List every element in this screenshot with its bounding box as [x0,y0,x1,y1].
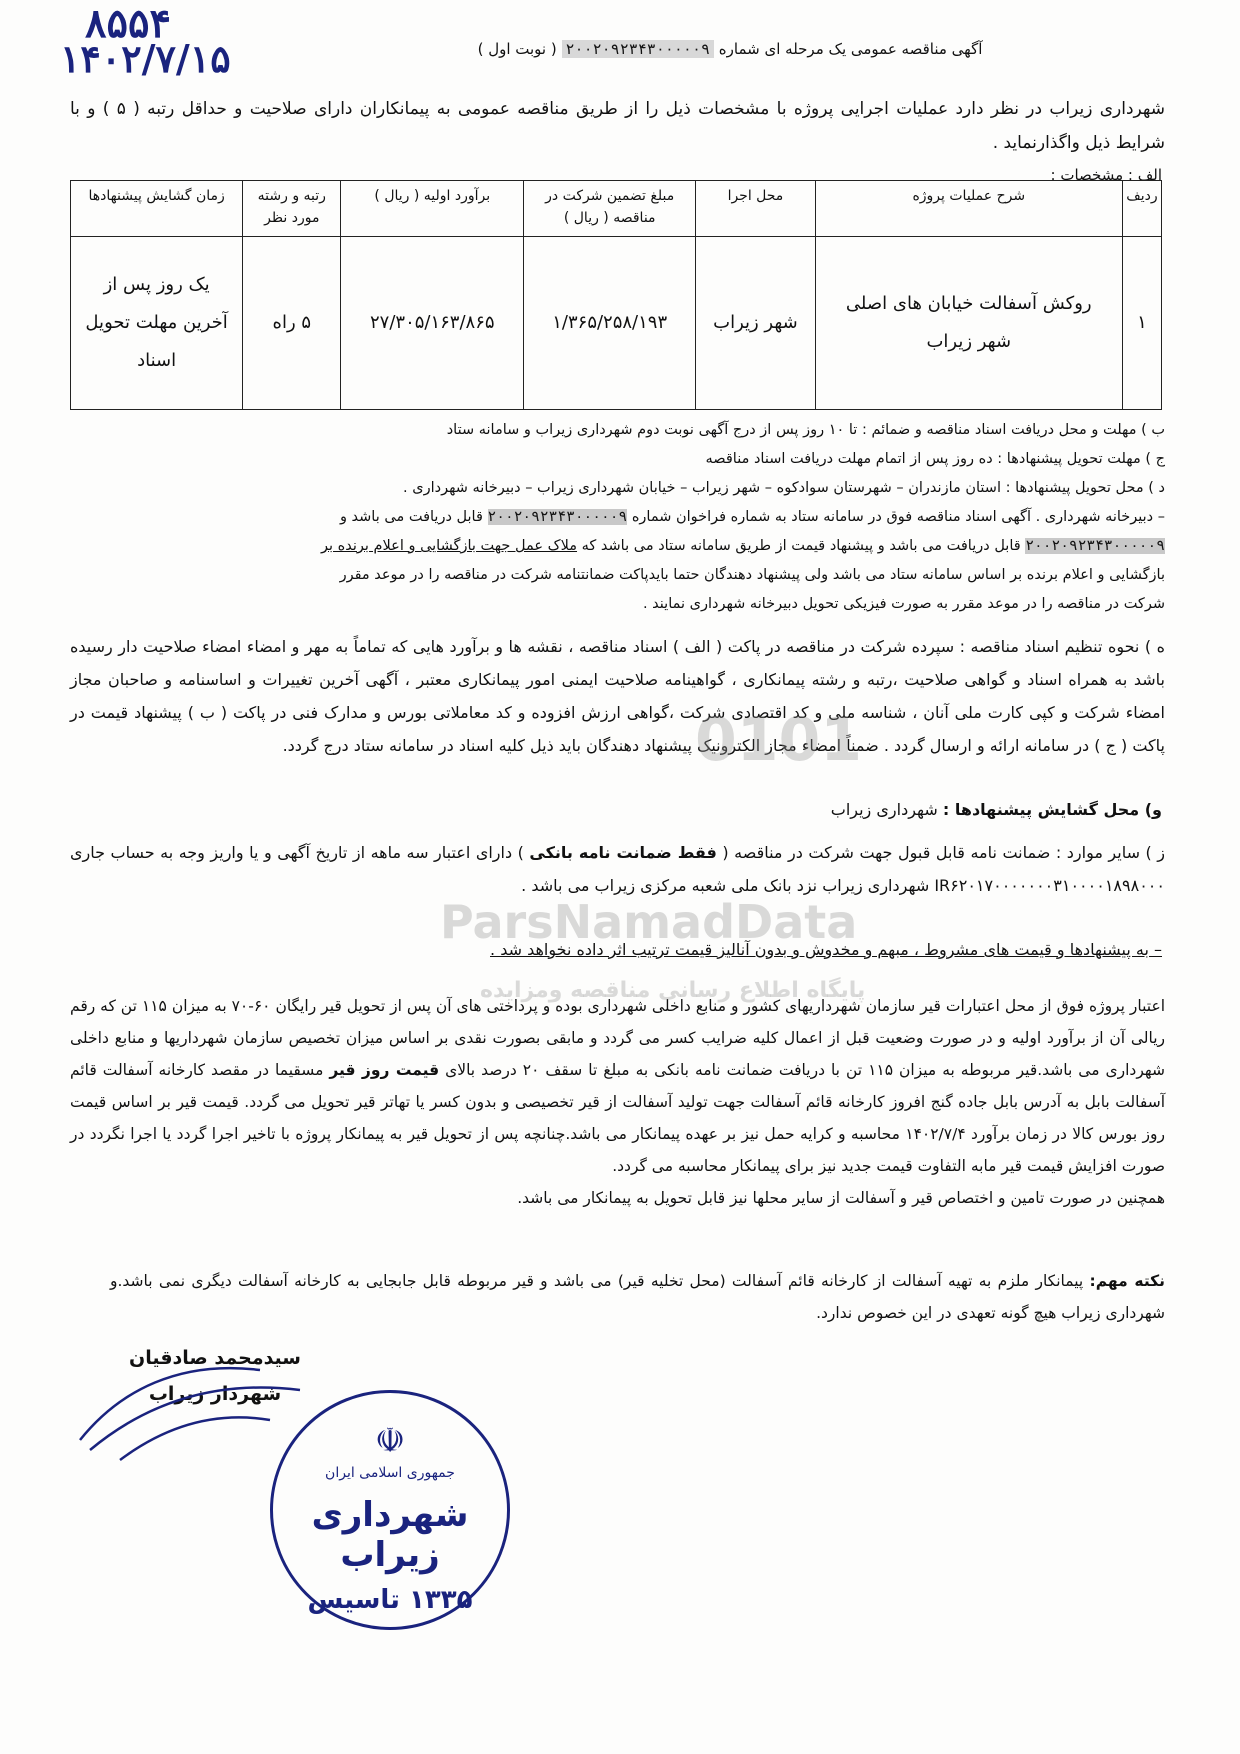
cell-grade: ۵ راه [243,237,341,410]
handwritten-date: ۱۴۰۲/۷/۱۵ [60,36,231,81]
cell-guarantee: ۱/۳۶۵/۲۵۸/۱۹۳ [524,237,696,410]
document-title [320,40,1140,58]
col-header-desc: شرح عملیات پروژه [815,181,1122,237]
section-jim: ج ) مهلت تحویل پیشنهادها : ده روز پس از اتمام مهلت دریافت اسناد مناقصه [705,451,1165,467]
ze-text-2: ) دارای اعتبار سه ماهه از تاریخ آگهی و یا واریز وجه به حساب جاری IR۶۲۰۱۷۰۰۰۰۰۰۰۳۱۰۰۰۰۱۸۹۸۰۰۰ شهرداری زیراب نزد بانک ملی شعبه مرکزی زیراب می باشد . [70,843,1165,895]
ze-text-1: ز ) سایر موارد : ضمانت نامه قابل قبول جهت شرکت در مناقصه ( [722,843,1166,862]
title-suffix: ( نوبت اول ) [477,40,557,58]
conditions-block [70,416,1165,619]
credit-text-3: همچنین در صورت تامین و اختصاص قیر و آسفالت از سایر محلها نیز قابل تحویل به پیمانکار می باشد. [517,1189,1165,1207]
cell-desc: روکش آسفالت خیابان های اصلی شهر زیراب [815,237,1122,410]
title-prefix: آگهی مناقصه عمومی یک مرحله ای شماره [718,40,983,58]
col-header-guarantee: مبلغ تضمین شرکت در مناقصه ( ریال ) [524,181,696,237]
watermark-code: 0101 [695,705,862,775]
cell-estimate: ۲۷/۳۰۵/۱۶۳/۸۶۵ [341,237,524,410]
dal-2-text: – دبیرخانه شهرداری . آگهی اسناد مناقصه فوق در سامانه ستاد به شماره فراخوان شماره [631,509,1165,525]
stamp-year-line [273,1585,507,1615]
stamp-top-text: جمهوری اسلامی ایران [325,1465,455,1481]
official-stamp [270,1390,510,1630]
signatory-name: سیدمحمد صادقیان [129,1347,301,1369]
stamp-main-text: شهرداری زیراب [311,1495,469,1575]
cell-place: شهر زیراب [696,237,815,410]
credit-bold: قیمت روز قیر [329,1061,440,1079]
section-vav [831,800,1162,819]
section-ze [70,836,1165,902]
col-header-opening: زمان گشایش پیشنهادها [71,181,243,237]
section-dal-5: شرکت در مناقصه را در موعد مقرر به صورت فیزیکی تحویل دبیرخانه شهرداری نمایند . [642,596,1165,612]
col-header-row: ردیف [1122,181,1161,237]
emblem-icon: ☫ [374,1421,406,1461]
col-header-place: محل اجرا [696,181,815,237]
table-header-row [71,181,1162,237]
dal-3-number: ۲۰۰۲۰۹۲۳۴۳۰۰۰۰۰۹ [1025,538,1165,554]
cell-row: ۱ [1122,237,1161,410]
dal-2-number: ۲۰۰۲۰۹۲۳۴۳۰۰۰۰۰۹ [487,509,628,525]
section-alef-label: الف : مشخصات : [1050,166,1162,184]
section-dal-2 [70,503,1165,532]
intro-paragraph: شهرداری زیراب در نظر دارد عملیات اجرایی پروژه با مشخصات ذیل را از طریق مناقصه عمومی به پیمانکاران دارای صلاحیت و حداقل رتبه ( ۵ ) و با شرایط ذیل واگذارنماید . [70,99,1166,153]
dal-3-text: قابل دریافت می باشد و پیشنهاد قیمت از طریق سامانه ستاد می باشد که [581,538,1021,554]
stamp-founded: تاسیس [307,1585,400,1615]
watermark-tagline: پایگاه اطلاع رسانی مناقصه ومزایده [480,978,866,1003]
cell-opening: یک روز پس از آخرین مهلت تحویل اسناد [71,237,243,410]
vav-value: شهرداری زیراب [830,800,938,819]
project-spec-table [70,180,1162,410]
credit-text-1: اعتبار پروژه فوق از محل اعتبارات قیر سازمان شهرداریهای کشور و منابع داخلی شهرداری بوده و پرداختی های آن پس از تحویل قیر رایگان ۶۰-۷۰ به میزان ۱۱۵ تن که رقم ریالی آن از برآورد اولیه و در صورت وضعیت قبل از اعمال کلیه ضرایب کسر می گردد و مابقی بصورت نقدی بر اساس میزان تخصیص سازمان شهرداریها و منابع داخلی شهرداری می باشد.قیر مربوطه به میزان ۱۱۵ تن با دریافت ضمانت نامه بانکی به مبلغ تا سقف ۲۰ درصد بالای [70,997,1166,1079]
ze-bold: فقط ضمانت نامه بانکی [529,843,717,862]
section-be: ب ) مهلت و محل دریافت اسناد مناقصه و ضمائم : تا ۱۰ روز پس از درج آگهی نوبت دوم شهرداری زیراب و سامانه ستاد [446,422,1165,438]
handwritten-number: ۸۵۵۴ [85,0,171,47]
important-note [110,1265,1165,1329]
important-label: نکته مهم: [1089,1272,1165,1290]
stamp-year: ۱۳۳۵ [409,1585,473,1615]
credit-text-2: مسقیما در مقصد کارخانه آسفالت قائم آسفالت بابل به آدرس بابل جاده گنج افروز کارخانه قائم آسفالت جهت تولید آسفالت از قیر تخصیصی و بدون کسر یا تهاتر قیر تحویل می گردد. قیمت قیر بر اساس قیمت روز بورس کالا در زمان برآورد ۱۴۰۲/۷/۴ محاسبه و کرایه حمل نیز بر عهده پیمانکار می باشد.چنانچه پس از تحویل قیر به پیمانکار پروژه با تاخیر اجرا گردد یا اجرا نگردد در صورت افزایش قیمت قیر مابه التفاوت قیمت جدید نیز برای پیمانکار محاسبه می گردد. [70,1061,1165,1175]
watermark-brand: ParsNamadData [440,895,858,949]
section-dal-1: د ) محل تحویل پیشنهادها : استان مازندران – شهرستان سوادکوه – شهر زیراب – خیابان شهرداری زیراب – دبیرخانه شهرداری . [403,480,1165,496]
section-dal-3 [70,532,1165,561]
important-text: پیمانکار ملزم به تهیه آسفالت از کارخانه قائم آسفالت (محل تخلیه قیر) می باشد و قیر مربوطه قابل جابجایی به کارخانه آسفالت دیگری نمی باشد.و شهرداری زیراب هیچ گونه تعهدی در این خصوص ندارد. [110,1272,1165,1322]
dal-2-text-b: قابل دریافت می باشد و [339,509,483,525]
col-header-estimate: برآورد اولیه ( ریال ) [341,181,524,237]
tender-number: ۲۰۰۲۰۹۲۳۴۳۰۰۰۰۰۹ [562,40,715,58]
section-he: ه ) نحوه تنظیم اسناد مناقصه : سپرده شرکت در مناقصه در پاکت ( الف ) اسناد مناقصه ، نقشه ها و برآورد هایی که تماماً به مهر و امضاء امضاء صلاحیت دار رسیده باشد به همراه اسناد و گواهی صلاحیت ،رتبه و رشته پیمانکاری ، گواهینامه صلاحیت ایمنی امور پیمانکاری معتبر ، آگهی آخرین تغییرات و اساسنامه و صاحبان مجاز امضاء شرکت و کپی کارت ملی آنان ، شناسه ملی و کد اقتصادی شرکت ،گواهی ارزش افزوده و کد معاملاتی بورس و مدارک فنی در پاکت ( ب ) پیشنهاد قیمت در پاکت ( ج ) در سامانه ارائه و ارسال گردد . ضمناً امضاء مجاز الکترونیک پیشنهاد دهندگان باید ذیل کلیه اسناد در سامانه ستاد درج گردد. [70,637,1165,755]
col-header-grade: رتبه و رشته مورد نظر [243,181,341,237]
signatory-title: شهردار زیراب [148,1383,282,1405]
credit-paragraph [70,990,1165,1214]
dal-3-underlined: ملاک عمل جهت بازگشایی و اعلام برنده بر [321,538,578,554]
table-row [71,237,1162,410]
note-line: – به پیشنهادها و قیمت های مشروط ، مبهم و مخدوش و بدون آنالیز قیمت ترتیب اثر داده نخواهد شد . [490,940,1162,959]
vav-label: و) محل گشایش پیشنهادها : [942,800,1162,819]
section-dal-4: بازگشایی و اعلام برنده بر اساس سامانه ستاد می باشد ولی پیشنهاد دهندگان حتما بایدپاکت ضمانتنامه شرکت در مناقصه را در موعد مقرر [339,567,1165,583]
